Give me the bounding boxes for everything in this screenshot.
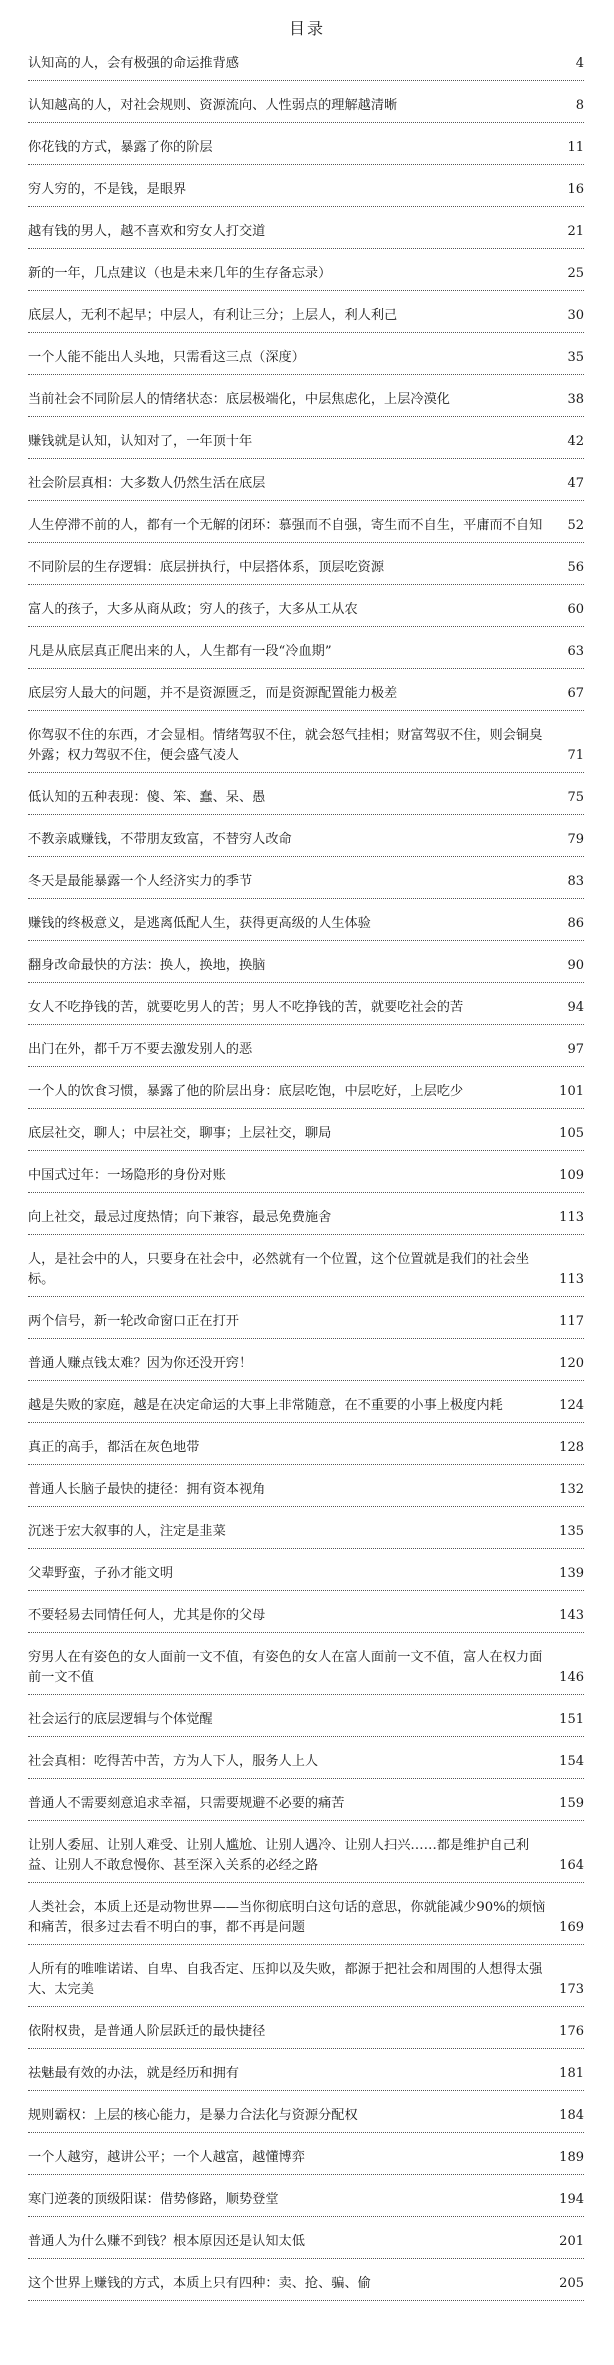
toc-entry[interactable] (28, 264, 584, 291)
toc-entry-page-number: 4 (573, 54, 584, 74)
toc-entry-page-number: 101 (556, 1082, 584, 1102)
toc-entry[interactable] (28, 2232, 584, 2259)
toc-entry-page-number: 154 (556, 1752, 584, 1772)
toc-entry[interactable] (28, 1396, 584, 1423)
toc-entry-title: 普通人不需要刻意追求幸福，只需要规避不必要的痛苦 (28, 1796, 345, 1811)
toc-entry[interactable] (28, 998, 584, 1025)
toc-entry-page-number: 97 (564, 1040, 584, 1060)
toc-entry[interactable] (28, 1606, 584, 1633)
toc-entry-title: 凡是从底层真正爬出来的人，人生都有一段“冷血期” (28, 644, 332, 659)
toc-entry[interactable] (28, 2064, 584, 2091)
toc-entry-page-number: 201 (556, 2232, 584, 2252)
toc-entry-page-number: 79 (564, 830, 584, 850)
toc-entry[interactable] (28, 474, 584, 501)
toc-entry-title: 让别人委屈、让别人难受、让别人尴尬、让别人遇冷、让别人扫兴……都是维护自己利益、让别人不敢怠慢你、甚至深入关系的必经之路 (28, 1838, 530, 1873)
toc-entry-page-number: 132 (556, 1480, 584, 1500)
toc-entry-title: 穷男人在有姿色的女人面前一文不值，有姿色的女人在富人面前一文不值，富人在权力面前一文不值 (28, 1650, 543, 1685)
toc-entry-page-number: 139 (556, 1564, 584, 1584)
toc-entry-title: 冬天是最能暴露一个人经济实力的季节 (28, 874, 253, 889)
toc-entry-title: 翻身改命最快的方法：换人，换地，换脑 (28, 958, 266, 973)
toc-entry-title: 认知高的人，会有极强的命运推背感 (28, 56, 239, 71)
toc-entry-title: 越是失败的家庭，越是在决定命运的大事上非常随意，在不重要的小事上极度内耗 (28, 1398, 503, 1413)
toc-entry-page-number: 71 (564, 746, 584, 766)
toc-entry-page-number: 169 (556, 1918, 584, 1938)
toc-entry[interactable] (28, 1648, 584, 1695)
toc-entry-title: 底层社交，聊人；中层社交，聊事；上层社交，聊局 (28, 1126, 332, 1141)
toc-entry[interactable] (28, 1250, 584, 1297)
toc-entry-title: 出门在外，都千万不要去激发别人的恶 (28, 1042, 253, 1057)
toc-entry[interactable] (28, 1564, 584, 1591)
toc-entry[interactable] (28, 788, 584, 815)
toc-list (28, 54, 584, 2316)
toc-entry-title: 社会运行的底层逻辑与个体觉醒 (28, 1712, 213, 1727)
toc-entry[interactable] (28, 1794, 584, 1821)
toc-entry[interactable] (28, 1480, 584, 1507)
toc-entry-page-number: 120 (556, 1354, 584, 1374)
toc-entry[interactable] (28, 2190, 584, 2217)
toc-entry-page-number: 128 (556, 1438, 584, 1458)
toc-entry-page-number: 113 (556, 1270, 584, 1290)
toc-entry[interactable] (28, 390, 584, 417)
toc-entry-title: 人所有的唯唯诺诺、自卑、自我否定、压抑以及失败，都源于把社会和周围的人想得太强大、太完美 (28, 1962, 543, 1997)
toc-entry-title: 依附权贵，是普通人阶层跃迁的最快捷径 (28, 2024, 266, 2039)
toc-entry-title: 向上社交，最忌过度热情；向下兼容，最忌免费施舍 (28, 1210, 332, 1225)
toc-entry-title: 普通人赚点钱太难？因为你还没开窍！ (28, 1356, 253, 1371)
toc-entry[interactable] (28, 956, 584, 983)
toc-entry-page-number: 11 (564, 138, 584, 158)
toc-entry-title: 普通人为什么赚不到钱？根本原因还是认知太低 (28, 2234, 305, 2249)
toc-entry-title: 穷人穷的，不是钱，是眼界 (28, 182, 187, 197)
toc-entry[interactable] (28, 1438, 584, 1465)
toc-entry[interactable] (28, 2106, 584, 2133)
toc-entry-title: 人生停滞不前的人，都有一个无解的闭环：慕强而不自强，寄生而不自生，平庸而不自知 (28, 518, 543, 533)
toc-entry-page-number: 63 (564, 642, 584, 662)
toc-entry[interactable] (28, 1898, 584, 1945)
toc-entry-page-number: 56 (564, 558, 584, 578)
toc-entry-title: 普通人长脑子最快的捷径：拥有资本视角 (28, 1482, 266, 1497)
toc-entry-page-number: 30 (564, 306, 584, 326)
toc-entry-title: 中国式过年：一场隐形的身份对账 (28, 1168, 226, 1183)
toc-entry-page-number: 86 (564, 914, 584, 934)
toc-entry-title: 这个世界上赚钱的方式，本质上只有四种：卖、抢、骗、偷 (28, 2276, 371, 2291)
toc-entry[interactable] (28, 830, 584, 857)
toc-entry-title: 你花钱的方式，暴露了你的阶层 (28, 140, 213, 155)
toc-entry-page-number: 176 (556, 2022, 584, 2042)
toc-entry-page-number: 181 (556, 2064, 584, 2084)
toc-entry[interactable] (28, 1960, 584, 2007)
toc-entry[interactable] (28, 138, 584, 165)
toc-entry-page-number: 105 (556, 1124, 584, 1144)
toc-entry[interactable] (28, 516, 584, 543)
toc-entry[interactable] (28, 432, 584, 459)
toc-entry-page-number: 117 (556, 1312, 584, 1332)
toc-entry-page-number: 109 (556, 1166, 584, 1186)
toc-entry-page-number: 90 (564, 956, 584, 976)
toc-entry-page-number: 164 (556, 1856, 584, 1876)
toc-entry-page-number: 146 (556, 1668, 584, 1688)
toc-entry-title: 不同阶层的生存逻辑：底层拼执行，中层搭体系，顶层吃资源 (28, 560, 385, 575)
toc-entry-title: 寒门逆袭的顶级阳谋：借势修路，顺势登堂 (28, 2192, 279, 2207)
toc-entry-title: 低认知的五种表现：傻、笨、蠢、呆、愚 (28, 790, 266, 805)
toc-entry-title: 社会真相：吃得苦中苦，方为人下人，服务人上人 (28, 1754, 319, 1769)
toc-entry-page-number: 75 (564, 788, 584, 808)
toc-entry-page-number: 35 (564, 348, 584, 368)
toc-entry-title: 父辈野蛮，子孙才能文明 (28, 1566, 174, 1581)
toc-entry-title: 真正的高手，都活在灰色地带 (28, 1440, 200, 1455)
toc-entry-page-number: 113 (556, 1208, 584, 1228)
toc-entry-page-number: 38 (564, 390, 584, 410)
toc-entry-title: 一个人的饮食习惯，暴露了他的阶层出身：底层吃饱，中层吃好，上层吃少 (28, 1084, 464, 1099)
toc-entry-title: 两个信号，新一轮改命窗口正在打开 (28, 1314, 239, 1329)
toc-entry-title: 沉迷于宏大叙事的人，注定是韭菜 (28, 1524, 226, 1539)
toc-entry[interactable] (28, 1124, 584, 1151)
toc-entry-title: 当前社会不同阶层人的情绪状态：底层极端化，中层焦虑化，上层冷漠化 (28, 392, 450, 407)
toc-entry[interactable] (28, 1752, 584, 1779)
toc-entry[interactable] (28, 54, 584, 81)
toc-entry[interactable] (28, 558, 584, 585)
toc-entry[interactable] (28, 222, 584, 249)
toc-entry[interactable] (28, 1710, 584, 1737)
toc-entry-page-number: 205 (556, 2274, 584, 2294)
toc-entry-title: 底层穷人最大的问题，并不是资源匮乏，而是资源配置能力极差 (28, 686, 398, 701)
toc-entry-title: 新的一年，几点建议（也是未来几年的生存备忘录） (28, 266, 332, 281)
toc-entry[interactable] (28, 2022, 584, 2049)
toc-entry[interactable] (28, 1354, 584, 1381)
toc-entry-title: 底层人，无利不起早；中层人，有利让三分；上层人，利人利己 (28, 308, 398, 323)
toc-entry-page-number: 8 (573, 96, 584, 116)
toc-entry[interactable] (28, 914, 584, 941)
toc-entry-title: 越有钱的男人，越不喜欢和穷女人打交道 (28, 224, 266, 239)
toc-entry-page-number: 184 (556, 2106, 584, 2126)
toc-entry-title: 你驾驭不住的东西，才会显相。情绪驾驭不住，就会怒气挂相；财富驾驭不住，则会铜臭外露；权力驾驭不住，便会盛气凌人 (28, 728, 543, 763)
toc-entry[interactable] (28, 684, 584, 711)
toc-entry-page-number: 60 (564, 600, 584, 620)
toc-entry-page-number: 194 (556, 2190, 584, 2210)
toc-entry-title: 赚钱就是认知，认知对了，一年顶十年 (28, 434, 253, 449)
toc-entry-title: 人，是社会中的人，只要身在社会中，必然就有一个位置，这个位置就是我们的社会坐标。 (28, 1252, 530, 1287)
toc-entry[interactable] (28, 1836, 584, 1883)
toc-entry-page-number: 67 (564, 684, 584, 704)
toc-entry-page-number: 16 (564, 180, 584, 200)
toc-entry-title: 赚钱的终极意义，是逃离低配人生，获得更高级的人生体验 (28, 916, 371, 931)
toc-entry-title: 认知越高的人，对社会规则、资源流向、人性弱点的理解越清晰 (28, 98, 398, 113)
toc-entry[interactable] (28, 348, 584, 375)
toc-entry-page-number: 47 (564, 474, 584, 494)
toc-entry[interactable] (28, 1040, 584, 1067)
toc-entry-page-number: 189 (556, 2148, 584, 2168)
toc-entry[interactable] (28, 306, 584, 333)
toc-entry-page-number: 135 (556, 1522, 584, 1542)
toc-entry[interactable] (28, 2274, 584, 2301)
toc-entry-title: 一个人越穷，越讲公平；一个人越富，越懂博弈 (28, 2150, 305, 2165)
toc-entry-title: 规则霸权：上层的核心能力，是暴力合法化与资源分配权 (28, 2108, 358, 2123)
toc-entry[interactable] (28, 1522, 584, 1549)
toc-entry-title: 人类社会，本质上还是动物世界——当你彻底明白这句话的意思，你就能减少90%的烦恼和痛苦，很多过去看不明白的事，都不再是问题 (28, 1900, 546, 1935)
toc-entry-page-number: 83 (564, 872, 584, 892)
toc-title: 目录 (288, 19, 325, 38)
toc-entry[interactable] (28, 1312, 584, 1339)
toc-entry-title: 富人的孩子，大多从商从政；穷人的孩子，大多从工从农 (28, 602, 358, 617)
toc-entry-page-number: 42 (564, 432, 584, 452)
toc-entry[interactable] (28, 2148, 584, 2175)
toc-entry-page-number: 173 (556, 1980, 584, 2000)
toc-entry[interactable] (28, 1208, 584, 1235)
toc-entry-page-number: 94 (564, 998, 584, 1018)
toc-entry[interactable] (28, 1166, 584, 1193)
toc-entry-page-number: 151 (556, 1710, 584, 1730)
toc-entry-title: 祛魅最有效的办法，就是经历和拥有 (28, 2066, 239, 2081)
toc-entry[interactable] (28, 726, 584, 773)
toc-entry-page-number: 143 (556, 1606, 584, 1626)
toc-entry[interactable] (28, 600, 584, 627)
toc-entry-page-number: 159 (556, 1794, 584, 1814)
toc-entry-title: 一个人能不能出人头地，只需看这三点（深度） (28, 350, 305, 365)
toc-entry[interactable] (28, 1082, 584, 1109)
toc-entry-page-number: 124 (556, 1396, 584, 1416)
toc-entry-page-number: 21 (564, 222, 584, 242)
toc-entry-title: 女人不吃挣钱的苦，就要吃男人的苦；男人不吃挣钱的苦，就要吃社会的苦 (28, 1000, 464, 1015)
toc-entry-title: 不教亲戚赚钱，不带朋友致富，不替穷人改命 (28, 832, 292, 847)
toc-entry-title: 不要轻易去同情任何人，尤其是你的父母 (28, 1608, 266, 1623)
toc-entry-title: 社会阶层真相：大多数人仍然生活在底层 (28, 476, 266, 491)
toc-entry[interactable] (28, 96, 584, 123)
toc-entry[interactable] (28, 872, 584, 899)
toc-entry-page-number: 52 (564, 516, 584, 536)
toc-entry[interactable] (28, 180, 584, 207)
toc-entry[interactable] (28, 642, 584, 669)
toc-entry-page-number: 25 (564, 264, 584, 284)
